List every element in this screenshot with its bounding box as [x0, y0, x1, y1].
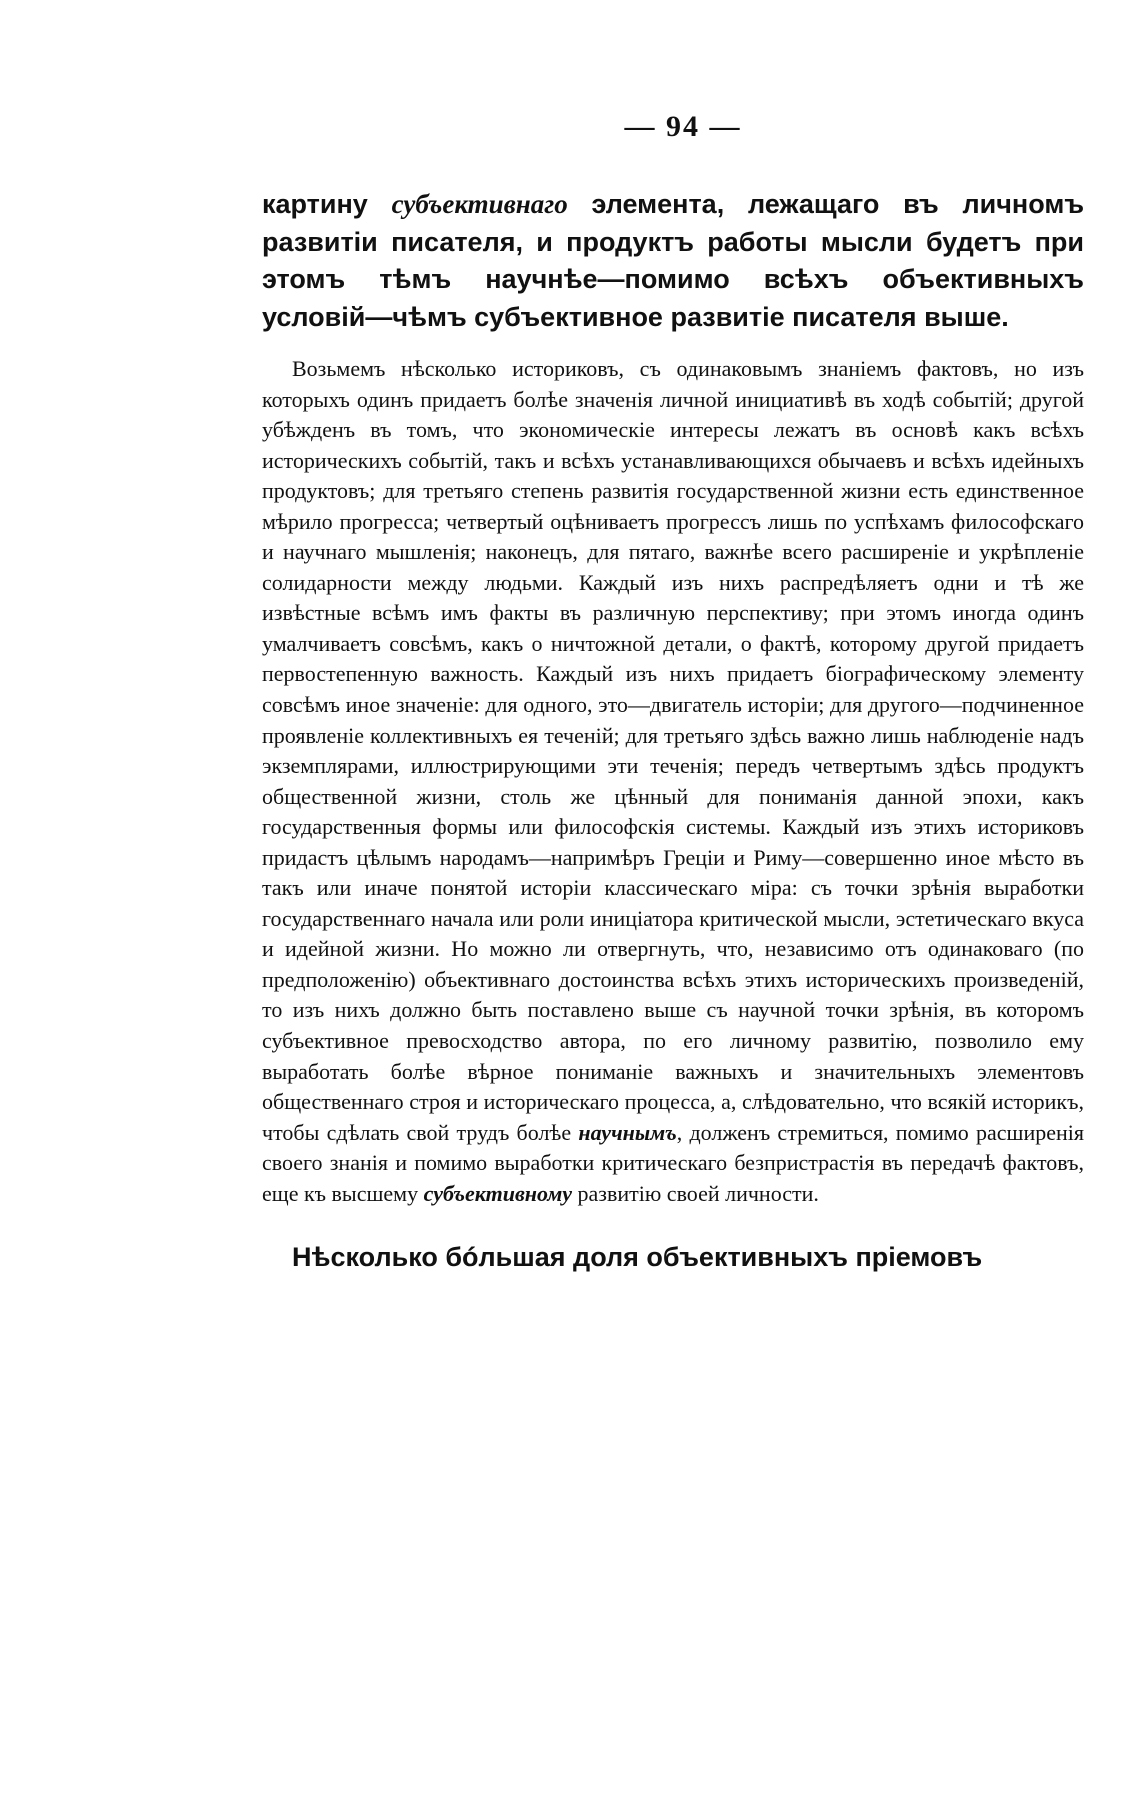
- intro-italic-word: субъективнаго: [391, 189, 568, 219]
- book-page: [262, 110, 1084, 1276]
- body-text-part2: , долженъ стремиться, помимо расширенія своего знанія и помимо выработки критическаго безпристрастія въ передачѣ фактовъ, еще къ высшему: [262, 1119, 1084, 1206]
- body-italic-word-2: субъективному: [423, 1180, 573, 1206]
- intro-paragraph: [262, 186, 1084, 336]
- intro-text-part2: элемента, лежащаго въ личномъ развитіи писателя, и продуктъ работы мысли будетъ при этомъ тѣмъ научнѣе—помимо всѣхъ объективныхъ условій—чѣмъ субъективное развитіе писателя выше.: [262, 189, 1084, 332]
- body-italic-word-1: научнымъ: [578, 1119, 677, 1145]
- body-text-part1: Возьмемъ нѣсколько историковъ, съ одинаковымъ знаніемъ фактовъ, но изъ которыхъ одинъ придаетъ болѣе значенія личной инициативѣ въ ходѣ событій; другой убѣжденъ въ томъ, что экономическіе интересы лежатъ въ основѣ какъ всѣхъ историческихъ событій, такъ и всѣхъ устанавливающихся обычаевъ и всѣхъ идейныхъ продуктовъ; для третьяго степень развитія государственной жизни есть единственное мѣрило прогресса; четвертый оцѣниваетъ прогрессъ лишь по успѣхамъ философскаго и научнаго мышленія; наконецъ, для пятаго, важнѣе всего расширеніе и укрѣпленіе солидарности между людьми. Каждый изъ нихъ распредѣляетъ одни и тѣ же извѣстные всѣмъ имъ факты въ различную перспективу; при этомъ иногда одинъ умалчиваетъ совсѣмъ, какъ о ничтожной детали, о фактѣ, которому другой придаетъ первостепенную важность. Каждый изъ нихъ придаетъ біографическому элементу совсѣмъ иное значеніе: для одного, это—двигатель исторіи; для другого—подчиненное проявленіе коллективныхъ ея теченій; для третьяго здѣсь важно лишь наблюденіе надъ экземплярами, иллюстрирующими эти теченія; передъ четвертымъ здѣсь продуктъ общественной жизни, столь же цѣнный для пониманія данной эпохи, какъ государственныя формы или философскія системы. Каждый изъ этихъ историковъ придастъ цѣлымъ народамъ—напримѣръ Греціи и Риму—совершенно иное мѣсто въ такъ или иначе понятой исторіи классическаго міра: съ точки зрѣнія выработки государственнаго начала или роли иниціатора критической мысли, эстетическаго вкуса и идейной жизни. Но можно ли отвергнуть, что, независимо отъ одинаковаго (по предположенію) объективнаго достоинства всѣхъ этихъ историческихъ произведеній, то изъ нихъ должно быть поставлено выше съ научной точки зрѣнія, въ которомъ субъективное превосходство автора, по его личному развитію, позволило ему выработать болѣе вѣрное пониманіе важныхъ и значительныхъ элементовъ общественнаго строя и историческаго процесса, а, слѣдовательно, что всякій историкъ, чтобы сдѣлать свой трудъ болѣе: [262, 356, 1084, 1145]
- body-text-part3: развитію своей личности.: [572, 1180, 819, 1206]
- continuation-line: Нѣсколько бóльшая доля объективныхъ пріемовъ: [292, 1242, 983, 1273]
- page-number: — 94 —: [624, 110, 742, 143]
- intro-text-part1: картину: [262, 189, 392, 219]
- body-paragraph: [262, 354, 1084, 1209]
